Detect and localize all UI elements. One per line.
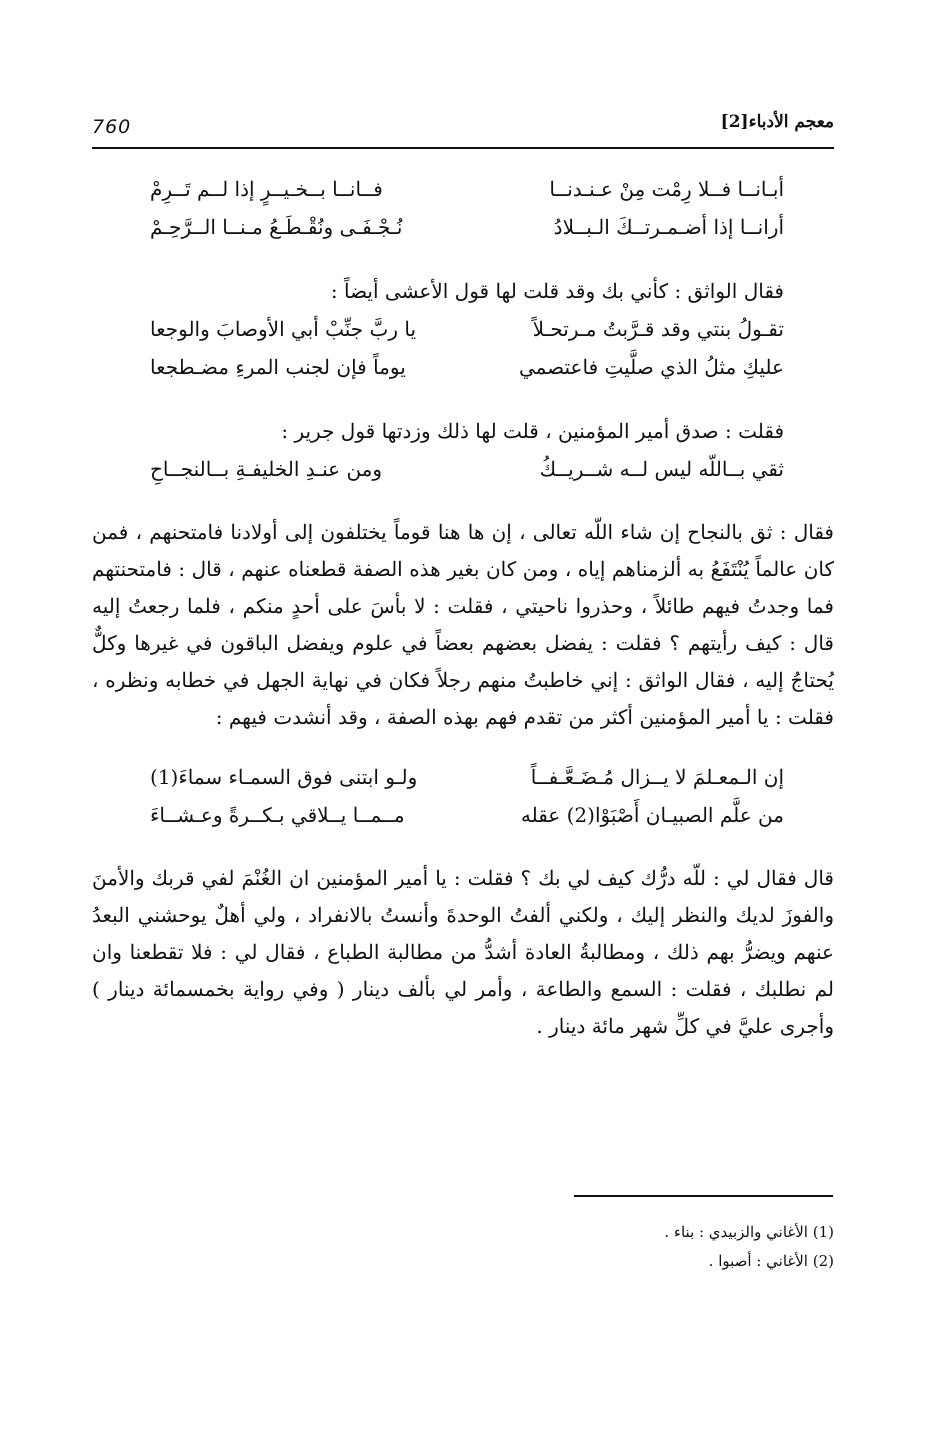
poem-2 <box>150 310 784 386</box>
verse <box>150 170 784 208</box>
poem-3 <box>150 450 784 488</box>
verse-first-hemistich: أرانــا إذا أضـمـرتــكَ الـبــلادُ <box>553 215 784 239</box>
poem-1 <box>150 170 784 246</box>
verse-second-hemistich: ومن عنـدِ الخليفـةِ بــالنجــاحِ <box>150 457 383 481</box>
verse-second-hemistich: مــمــا يــلاقي بـكــرةً وعـشــاءَ <box>150 803 405 827</box>
page-body <box>92 170 834 1045</box>
verse-second-hemistich: نُـجْـفَـى ونُقْـطَـعُ مـنــا الــرَّحِـمْ <box>150 215 403 239</box>
footnote-2: (2) الأغاني : أصبوا . <box>708 1252 834 1270</box>
verse-first-hemistich: إن الـمعـلمَ لا يــزال مُـضَـعَّـفــاً <box>530 765 784 789</box>
verse <box>150 208 784 246</box>
verse-first-hemistich: أبـانــا فــلا رِمْت مِنْ عـنـدنــا <box>549 177 784 201</box>
verse-first-hemistich: من علَّم الصبيـان أَصْبَوْا(2) عقله <box>520 803 784 827</box>
footnotes <box>92 1218 834 1276</box>
paragraph-1 <box>92 514 834 736</box>
verse-second-hemistich: يوماً فإن لجنب المرءِ مضـطجعا <box>150 355 406 379</box>
verse-first-hemistich: ثقي بــاللّه ليس لــه شــريــكُ <box>539 457 784 481</box>
verse-second-hemistich: يا ربَّ جنِّبْ أبي الأوصابَ والوجعا <box>150 317 417 341</box>
verse-first-hemistich: تقـولُ بنتي وقد قـرَّبتُ مـرتحـلاً <box>532 317 784 341</box>
footnote-rule <box>574 1195 833 1197</box>
verse-first-hemistich: عليكِ مثلُ الذي صلَّيتِ فاعتصمي <box>518 355 784 379</box>
running-title: معجم الأدباء[2] <box>720 112 834 132</box>
paragraph-text: فقال : ثق بالنجاح إن شاء اللّه تعالى ، إن ها هنا قوماً يختلفون إلى أولادنا فامتحنهم ، فمن كان عالماً يُنْتَفَعُ به ألزمناهم إياه ، ومن كان بغير هذه الصفة قطعناه عنهم ، قال : فامتحنتهم فما وجدتُ فيهم طائلاً ، وحذروا ناحيتي ، فقلت : لا بأسَ على أحدٍ منكم ، فلما رجعتُ إليه قال : كيف رأيتهم ؟ فقلت : يفضل بعضهم بعضاً في علوم ويفضل الباقون في غيرها وكلٌّ يُحتاجُ إليه ، فقال الواثق : إني خاطبتُ منهم رجلاً فكان في نهاية الجهل في خطابه ونظره ، فقلت : يا أمير المؤمنين أكثر من تقدم فهم بهذه الصفة ، وقد أنشدت فيهم : <box>92 520 834 729</box>
verse <box>150 796 784 834</box>
paragraph-text: قال فقال لي : للّه درُّك كيف لي بك ؟ فقلت : يا أمير المؤمنين ان الغُنْمَ لفي قربك والأمنَ والفوزَ لديك والنظر إليك ، ولكني ألفتُ الوحدةَ وأنستُ بالانفراد ، ولي أهلٌ يوحشني البعدُ عنهم ويضرُّ بهم ذلك ، ومطالبةُ العادة أشدُّ من مطالبة الطباع ، فقال لي : فلا تقطعنا وان لم نطلبك ، فقلت : السمع والطاعة ، وأمر لي بألف دينار ( وفي رواية بخمسمائة دينار ) وأجرى عليَّ في كلِّ شهر مائة دينار . <box>92 866 834 1038</box>
verse <box>150 348 784 386</box>
intro-line-2: فقال الواثق : كأني بك وقد قلت لها قول الأعشى أيضاً : <box>330 279 784 303</box>
poem-4 <box>150 758 784 834</box>
verse <box>150 758 784 796</box>
verse-second-hemistich: فــانــا بــخـيــرٍ إذا لــم تَــرِمْ <box>150 177 383 201</box>
paragraph-2 <box>92 860 834 1045</box>
verse <box>150 310 784 348</box>
verse-second-hemistich: ولـو ابتنى فوق السمـاء سماءَ(1) <box>150 765 418 789</box>
footnote-1: (1) الأغاني والزبيدي : بناء . <box>664 1223 834 1241</box>
intro-line-3: فقلت : صدق أمير المؤمنين ، قلت لها ذلك وزدتها قول جرير : <box>281 419 784 443</box>
page-number: 760 <box>92 116 132 138</box>
page-header <box>92 112 834 142</box>
verse <box>150 450 784 488</box>
header-rule <box>92 147 834 149</box>
